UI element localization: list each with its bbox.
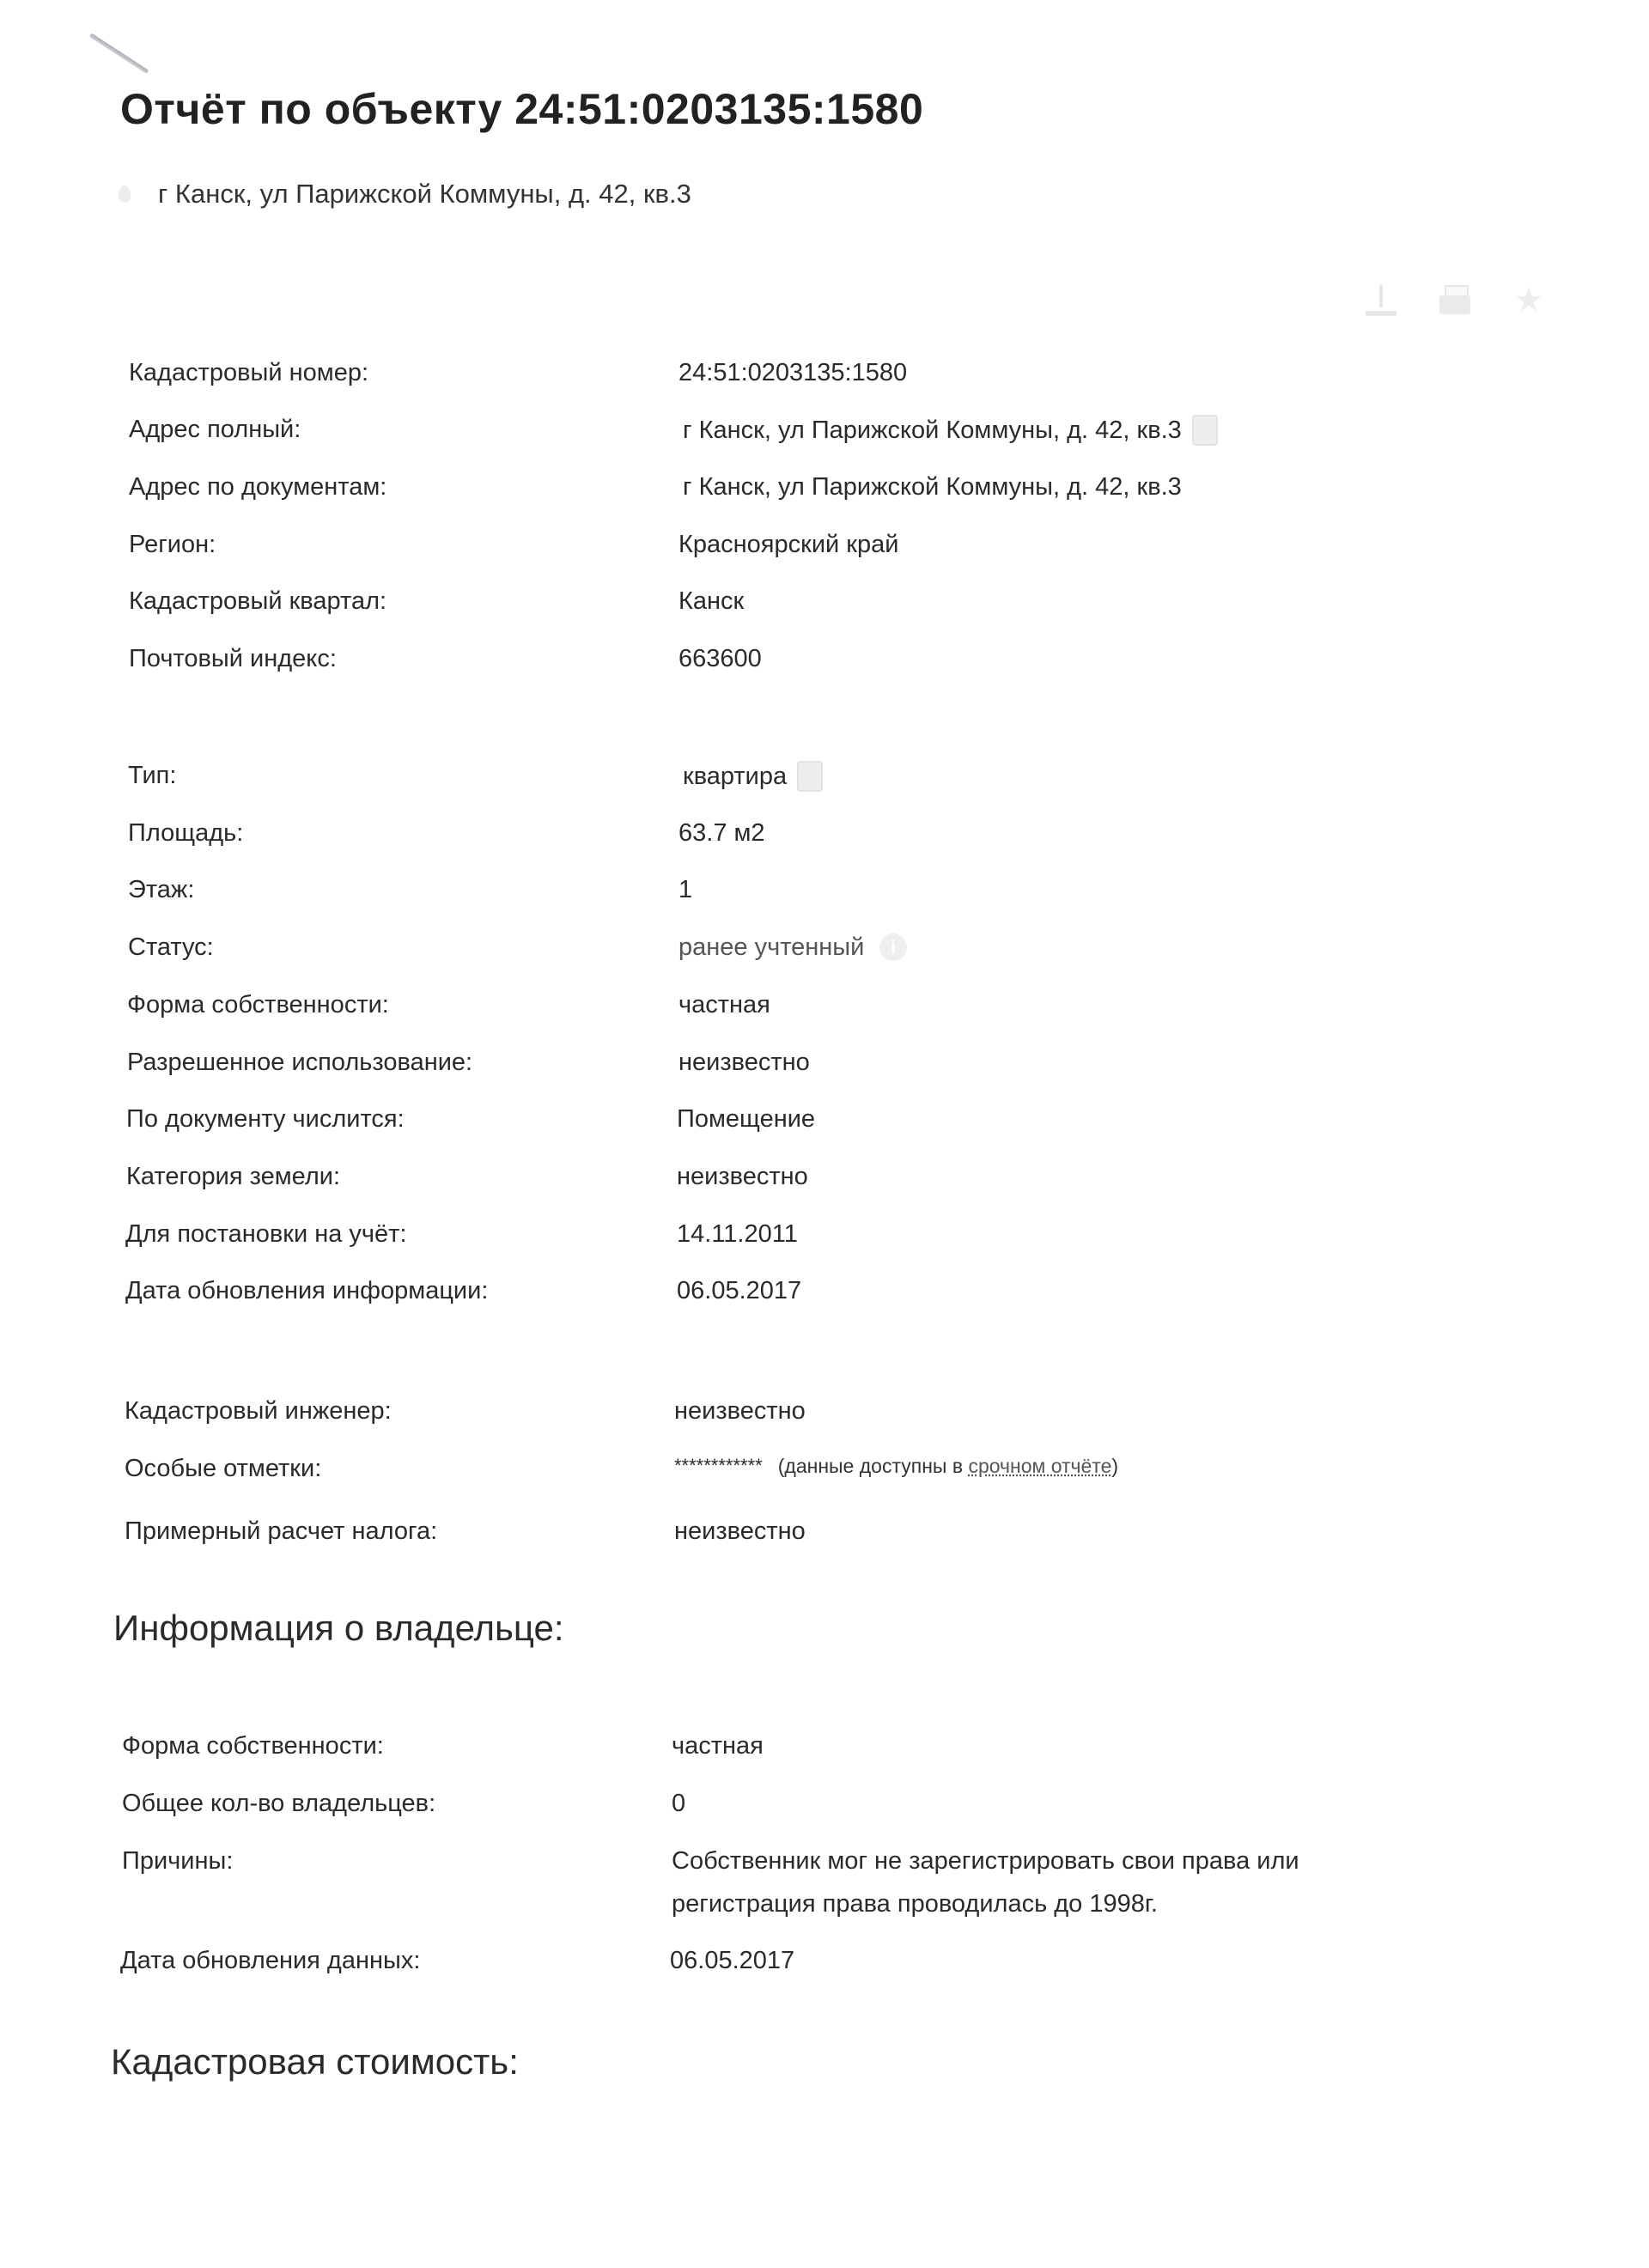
value-text: неизвестно [674,1517,806,1545]
value-area [678,818,765,848]
star-icon[interactable]: ★ [1513,283,1544,319]
staple-mark [89,33,149,74]
value-text: 663600 [678,645,762,672]
label-status: Статус: [128,933,214,961]
value-text: 06.05.2017 [670,1947,795,1974]
value-text: 06.05.2017 [677,1277,802,1304]
label-tax-estimate: Примерный расчет налога: [125,1517,438,1545]
copy-icon[interactable] [797,761,823,792]
label-full-address: Адрес полный: [129,416,301,443]
label-cadastral-quarter: Кадастровый квартал: [129,587,387,615]
value-text: Канск [678,587,745,615]
owner-section-heading: Информация о владельце: [113,1608,564,1648]
label-permitted-use: Разрешенное использование: [127,1049,473,1076]
value-text: неизвестно [678,1049,810,1076]
label-special-marks: Особые отметки: [125,1455,322,1482]
print-icon[interactable] [1439,283,1470,318]
label-owner-count: Общее кол-во владельцев: [122,1790,436,1817]
label-area: Площадь: [128,819,244,847]
copy-icon[interactable] [1192,415,1218,446]
label-reasons: Причины: [122,1847,234,1875]
label-registration-date: Для постановки на учёт: [125,1220,407,1248]
note-suffix: ) [1111,1455,1119,1477]
value-permitted-use [678,1048,810,1077]
label-owner-ownership-form: Форма собственности: [122,1732,384,1760]
header-address-text: г Канск, ул Парижской Коммуны, д. 42, кв.3 [158,179,691,209]
value-reasons: Собственник мог не зарегистрировать свои права или регистрация права проводилась до 1998г. [672,1847,1299,1918]
value-text: 14.11.2011 [677,1220,798,1248]
value-text: 0 [672,1790,686,1817]
page-title: Отчёт по объекту 24:51:0203135:1580 [120,85,924,133]
info-icon[interactable]: i [879,933,907,961]
value-region [678,530,898,559]
masked-value: ************ [674,1455,763,1476]
value-text: 24:51:0203135:1580 [678,359,908,386]
label-land-category: Категория земели: [126,1163,341,1190]
download-icon[interactable] [1366,283,1396,318]
value-text: неизвестно [677,1163,808,1190]
value-cadastral-quarter [678,587,744,616]
value-postal-code [678,644,762,673]
label-info-update-date: Дата обновления информации: [125,1277,489,1304]
value-owner-count [672,1789,685,1818]
urgent-report-link[interactable]: срочном отчёте [968,1455,1112,1477]
value-land-category [677,1162,808,1191]
value-full-address [683,415,1218,446]
value-text: неизвестно [674,1397,806,1425]
value-status [678,933,907,962]
label-document-listed: По документу числится: [126,1105,405,1133]
value-cadastral-number [678,358,907,387]
value-ownership-form [678,990,770,1019]
value-text: частная [672,1732,764,1760]
value-text: частная [678,991,770,1018]
label-postal-code: Почтовый индекс: [129,645,337,672]
label-type: Тип: [128,762,177,789]
cadastral-cost-heading: Кадастровая стоимость: [111,2041,519,2082]
location-pin-icon [119,185,131,203]
label-owner-update-date: Дата обновления данных: [120,1947,421,1974]
value-text: г Канск, ул Парижской Коммуны, д. 42, кв.3 [683,417,1182,444]
note-prefix: (данные доступны в [777,1455,969,1477]
value-text: ранее учтенный [678,933,865,961]
header-address [119,179,691,210]
value-registration-date [677,1219,798,1249]
value-text: 63.7 м2 [678,819,765,847]
value-text: Помещение [677,1105,816,1133]
value-text: Красноярский край [678,531,899,558]
value-type [683,761,823,792]
value-document-listed [677,1104,815,1134]
value-tax-estimate [674,1517,806,1546]
value-special-marks [674,1451,1118,1481]
label-document-address: Адрес по документам: [129,473,387,501]
value-owner-ownership-form [672,1731,764,1760]
label-region: Регион: [129,531,216,558]
value-info-update-date [677,1276,801,1305]
value-floor [678,875,692,904]
label-cadastral-engineer: Кадастровый инженер: [125,1397,392,1425]
value-text: квартира [683,763,788,790]
label-floor: Этаж: [128,876,195,903]
label-ownership-form: Форма собственности: [127,991,389,1018]
value-cadastral-engineer [674,1396,806,1426]
label-cadastral-number: Кадастровый номер: [129,359,369,386]
special-marks-note [778,1451,1118,1481]
value-document-address [683,472,1182,502]
report-actions [1366,283,1544,318]
value-owner-update-date [670,1946,794,1975]
value-text: 1 [678,876,693,903]
value-text: г Канск, ул Парижской Коммуны, д. 42, кв.3 [683,473,1182,501]
